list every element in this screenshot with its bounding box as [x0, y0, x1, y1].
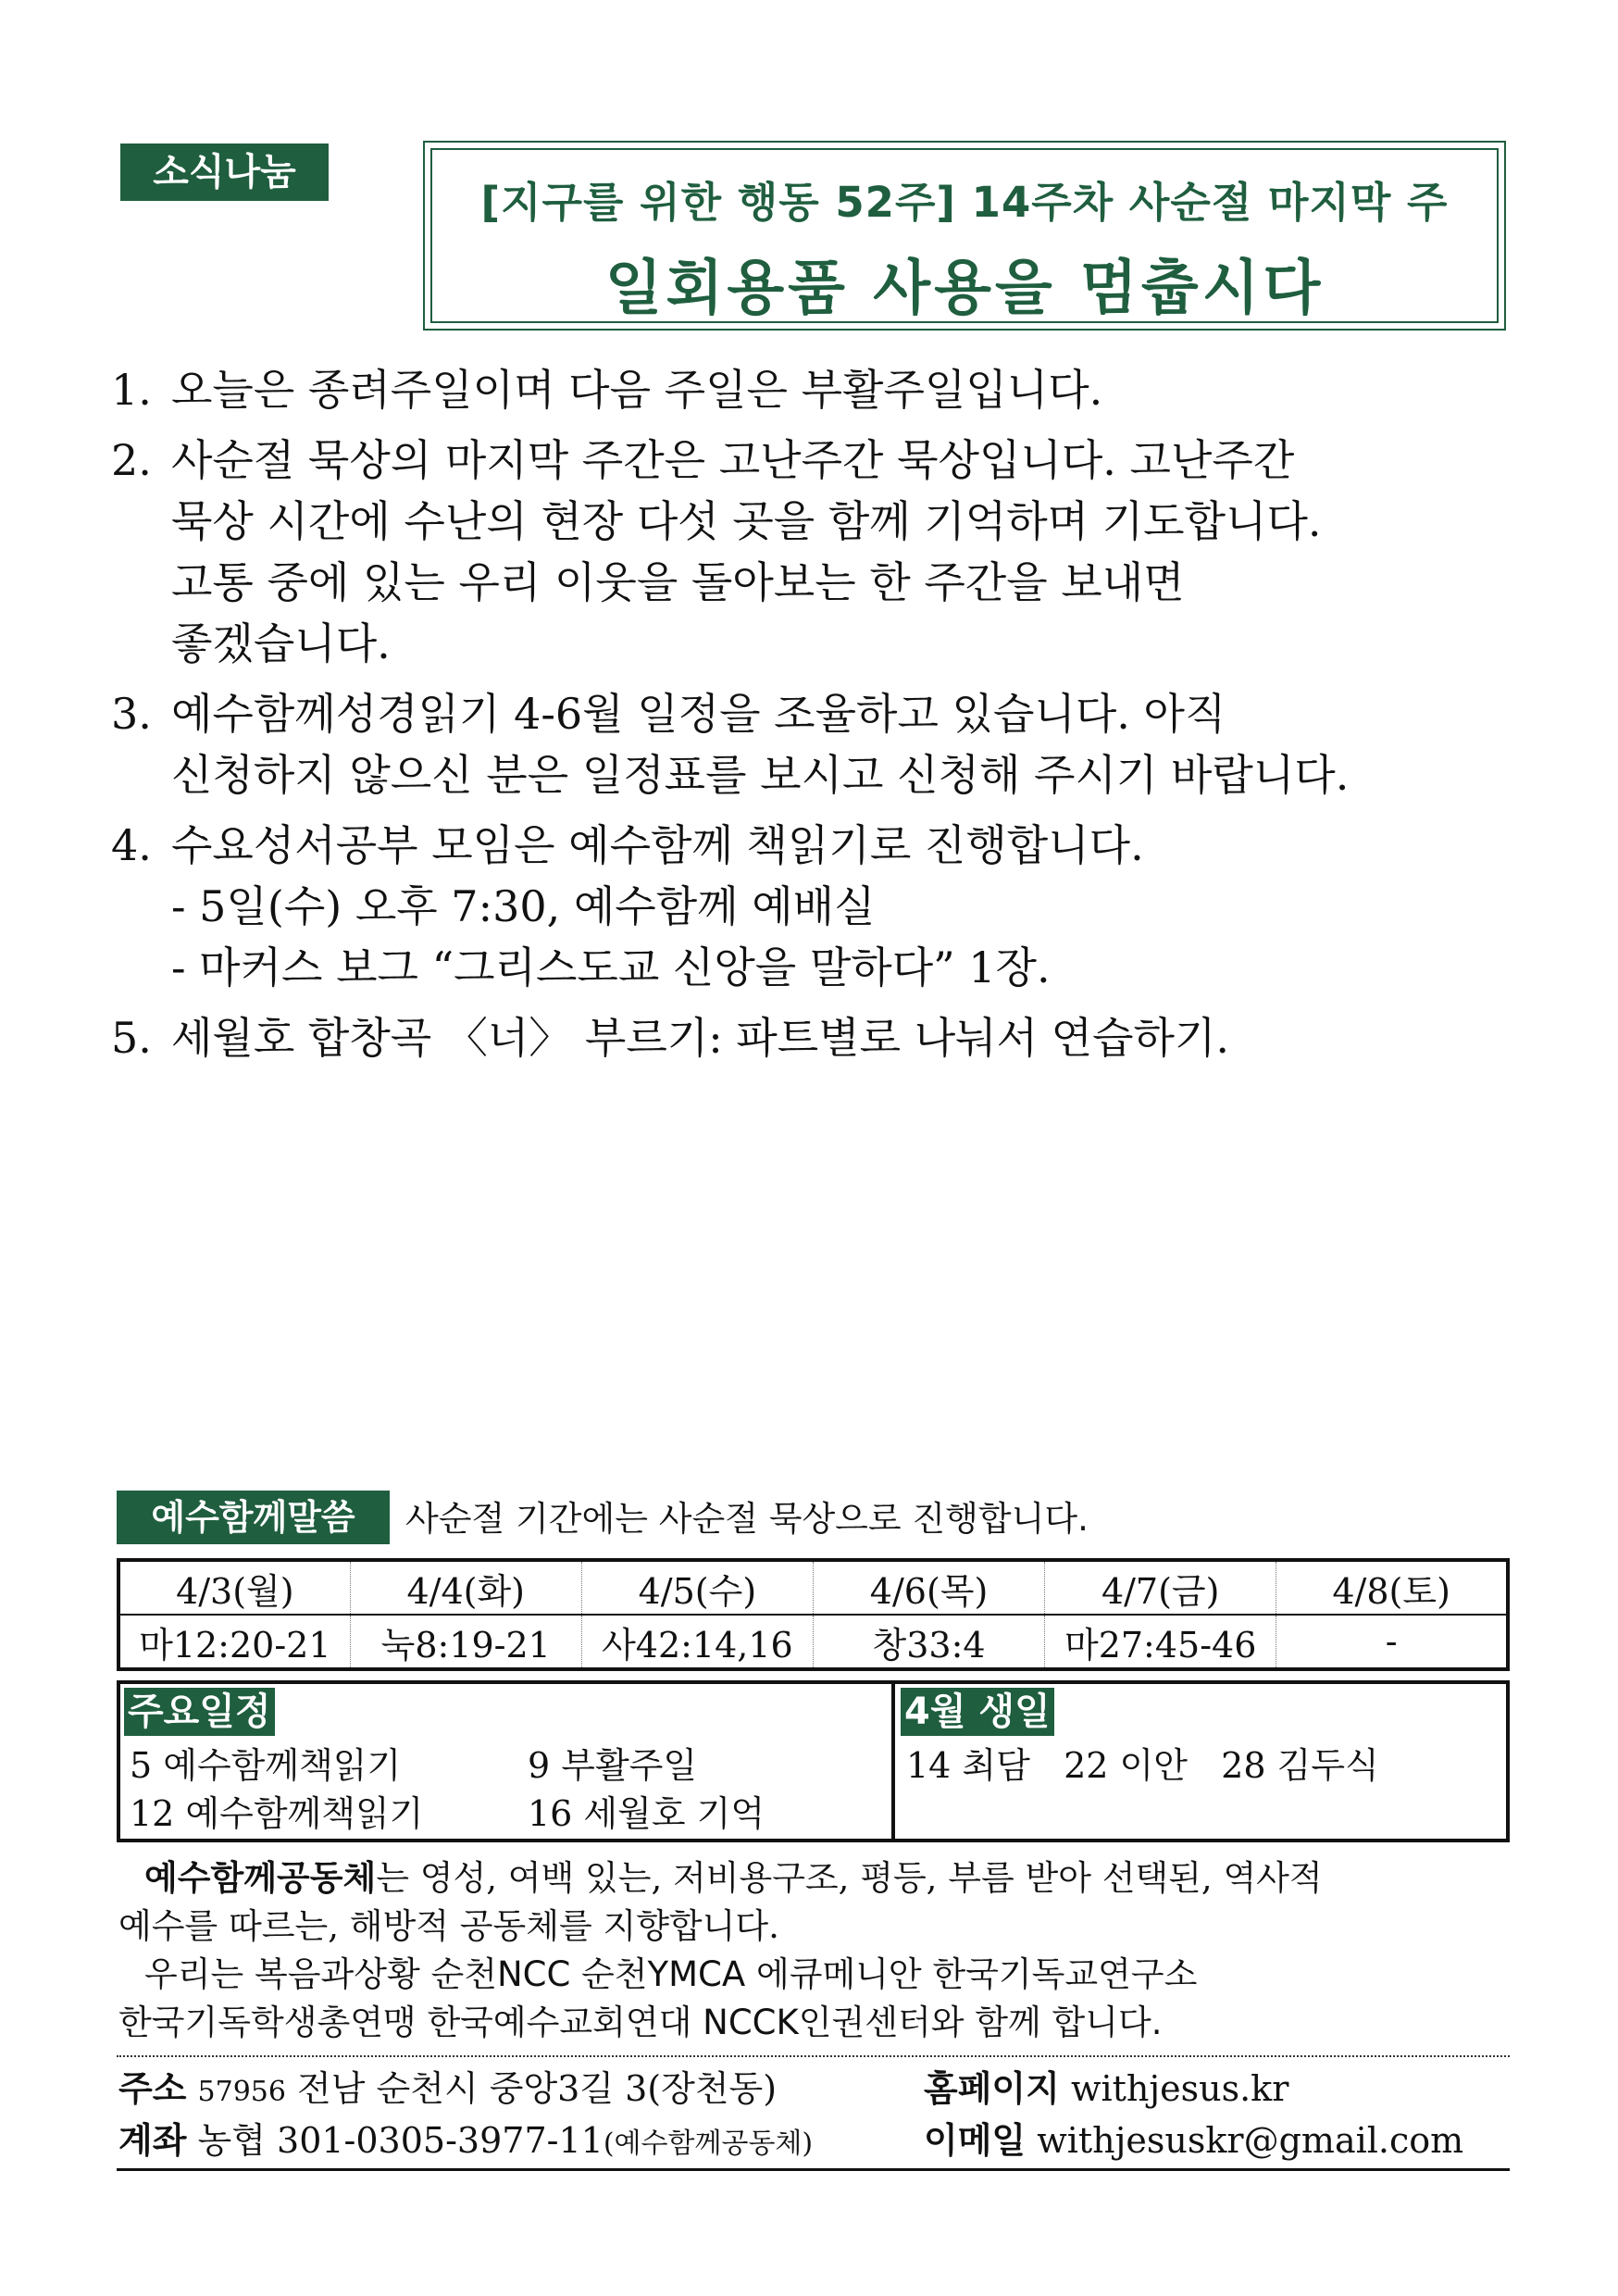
notice-item-3 — [111, 683, 1527, 805]
notice-number: 3. — [111, 689, 152, 739]
schedule-item: 16 세월호 기억 — [528, 1793, 765, 1834]
notice-number: 1. — [111, 365, 152, 415]
reading-date: 4/5(수) — [581, 1560, 813, 1615]
address-label: 주소 — [118, 2068, 187, 2109]
notice-text: 오늘은 종려주일이며 다음 주일은 부활주일입니다. — [171, 365, 1103, 415]
reading-dates-row — [118, 1560, 1508, 1615]
birthday-list: 14 최담 22 이안 28 김두식 — [906, 1745, 1379, 1786]
dotted-divider — [117, 2055, 1510, 2057]
community-line-4: 한국기독학생총연맹 한국예수교회연대 NCCK인권센터와 함께 합니다. — [118, 2003, 1163, 2042]
account-row — [118, 2115, 1512, 2166]
notice-text: 수요성서공부 모임은 예수함께 책읽기로 진행합니다. - 5일(수) 오후 7:30, 예수함께 예배실 - 마커스 보그 “그리스도교 신앙을 말하다” 1장. — [171, 820, 1144, 992]
title-box — [423, 141, 1506, 331]
birthday-panel — [895, 1684, 1506, 1839]
community-statement — [118, 1854, 1516, 2047]
reading-passage: 눅8:19-21 — [350, 1615, 581, 1669]
schedule-box — [117, 1680, 1510, 1842]
notice-item-5 — [111, 1007, 1527, 1068]
news-section-badge: 소식나눔 — [120, 144, 329, 201]
reading-passage: 창33:4 — [813, 1615, 1044, 1669]
reading-passage: 마12:20-21 — [118, 1615, 350, 1669]
word-section-description: 사순절 기간에는 사순절 묵상으로 진행합니다. — [405, 1499, 1089, 1539]
word-section-badge: 예수함께말씀 — [117, 1491, 390, 1544]
community-line-1: 는 영성, 여백 있는, 저비용구조, 평등, 부름 받아 선택된, 역사적 — [376, 1858, 1323, 1898]
main-schedule-heading: 주요일정 — [124, 1688, 275, 1736]
page-title: 일회용품 사용을 멈춥시다 — [604, 255, 1325, 323]
reading-passage: - — [1276, 1615, 1508, 1669]
notice-text: 사순절 묵상의 마지막 주간은 고난주간 묵상입니다. 고난주간 묵상 시간에 수난의 현장 다섯 곳을 함께 기억하며 기도합니다. 고통 중에 있는 우리 이웃을 돌아보는 한 주간을 보내면 좋겠습니다. — [171, 435, 1322, 668]
main-schedule-panel — [120, 1684, 895, 1839]
notice-number: 5. — [111, 1013, 152, 1063]
community-line-2: 예수를 따르는, 해방적 공동체를 지향합니다. — [118, 1906, 779, 1946]
reading-passage: 사42:14,16 — [581, 1615, 813, 1669]
notice-item-2 — [111, 430, 1527, 674]
address-row — [118, 2063, 1512, 2115]
schedule-item: 9 부활주일 — [528, 1745, 698, 1786]
notice-number: 2. — [111, 435, 152, 485]
reading-date: 4/6(목) — [813, 1560, 1044, 1615]
notice-item-4 — [111, 815, 1527, 998]
bottom-rule — [117, 2168, 1510, 2171]
campaign-subtitle: [지구를 위한 행동 52주] 14주차 사순절 마지막 주 — [480, 178, 1449, 227]
community-name: 예수함께공동체 — [144, 1858, 377, 1898]
schedule-item: 5 예수함께책읽기 — [130, 1745, 402, 1786]
reading-passage: 마27:45-46 — [1045, 1615, 1276, 1669]
email-link[interactable]: withjesuskr@gmail.com — [1037, 2120, 1464, 2161]
schedule-item: 12 예수함께책읽기 — [130, 1793, 424, 1834]
homepage-link[interactable]: withjesus.kr — [1070, 2068, 1289, 2109]
account-holder: (예수함께공동체) — [603, 2128, 814, 2160]
account-label: 계좌 — [118, 2120, 187, 2161]
homepage-label: 홈페이지 — [924, 2068, 1060, 2109]
reading-date: 4/3(월) — [118, 1560, 350, 1615]
reading-date: 4/4(화) — [350, 1560, 581, 1615]
contact-info — [118, 2063, 1512, 2166]
reading-schedule-table — [117, 1558, 1510, 1671]
reading-passages-row — [118, 1615, 1508, 1669]
notice-text: 세월호 합창곡 〈너〉 부르기: 파트별로 나눠서 연습하기. — [171, 1013, 1230, 1063]
email-label: 이메일 — [924, 2120, 1027, 2161]
address: 전남 순천시 중앙3길 3(장천동) — [297, 2068, 778, 2109]
notice-text: 예수함께성경읽기 4-6월 일정을 조율하고 있습니다. 아직 신청하지 않으신 분은 일정표를 보시고 신청해 주시기 바랍니다. — [171, 689, 1350, 800]
bank-account: 농협 301-0305-3977-11 — [197, 2120, 604, 2161]
title-box-inner-border — [430, 148, 1499, 323]
reading-date: 4/7(금) — [1045, 1560, 1276, 1615]
notice-number: 4. — [111, 820, 152, 870]
postcode: 57956 — [197, 2076, 286, 2108]
community-line-3: 우리는 복음과상황 순천NCC 순천YMCA 에큐메니안 한국기독교연구소 — [144, 1954, 1198, 1994]
birthday-heading: 4월 생일 — [901, 1688, 1054, 1736]
notice-item-1 — [111, 359, 1527, 420]
reading-date: 4/8(토) — [1276, 1560, 1508, 1615]
notice-list — [111, 359, 1527, 1078]
